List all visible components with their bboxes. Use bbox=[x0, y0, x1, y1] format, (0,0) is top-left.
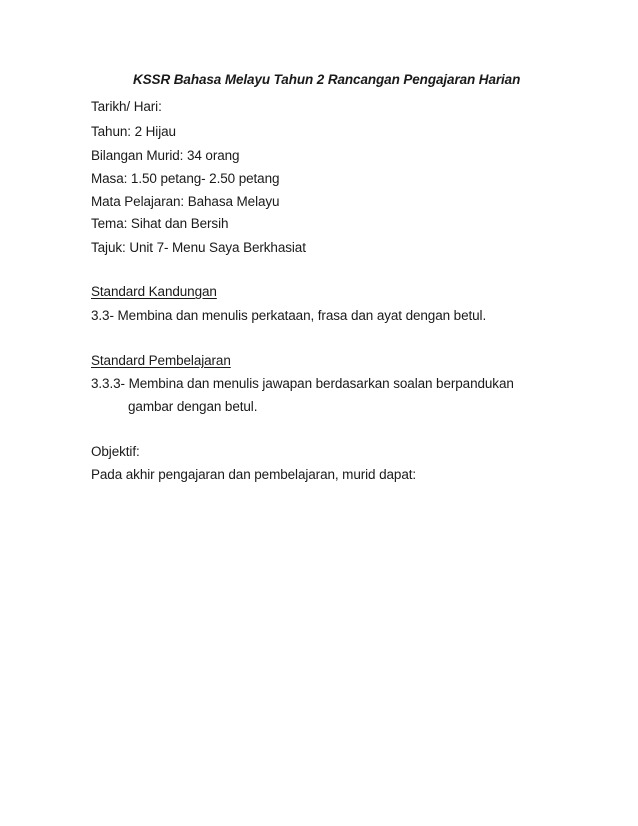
document-title: KSSR Bahasa Melayu Tahun 2 Rancangan Pengajaran Harian bbox=[133, 72, 521, 87]
standard-kandungan-heading: Standard Kandungan bbox=[91, 284, 217, 299]
standard-kandungan-text: 3.3- Membina dan menulis perkataan, frasa dan ayat dengan betul. bbox=[91, 308, 487, 323]
info-tema: Tema: Sihat dan Bersih bbox=[91, 216, 229, 231]
info-mata-pelajaran: Mata Pelajaran: Bahasa Melayu bbox=[91, 194, 280, 209]
info-tarikh-hari: Tarikh/ Hari: bbox=[91, 99, 162, 114]
standard-pembelajaran-heading: Standard Pembelajaran bbox=[91, 353, 231, 368]
objektif-text: Pada akhir pengajaran dan pembelajaran, murid dapat: bbox=[91, 467, 417, 482]
info-bilangan-murid: Bilangan Murid: 34 orang bbox=[91, 148, 240, 163]
info-masa: Masa: 1.50 petang- 2.50 petang bbox=[91, 171, 280, 186]
standard-pembelajaran-text-line2: gambar dengan betul. bbox=[128, 399, 258, 414]
standard-pembelajaran-text-line1: 3.3.3- Membina dan menulis jawapan berdasarkan soalan berpandukan bbox=[91, 376, 514, 391]
objektif-heading: Objektif: bbox=[91, 444, 140, 459]
info-tahun: Tahun: 2 Hijau bbox=[91, 124, 176, 139]
info-tajuk: Tajuk: Unit 7- Menu Saya Berkhasiat bbox=[91, 240, 306, 255]
